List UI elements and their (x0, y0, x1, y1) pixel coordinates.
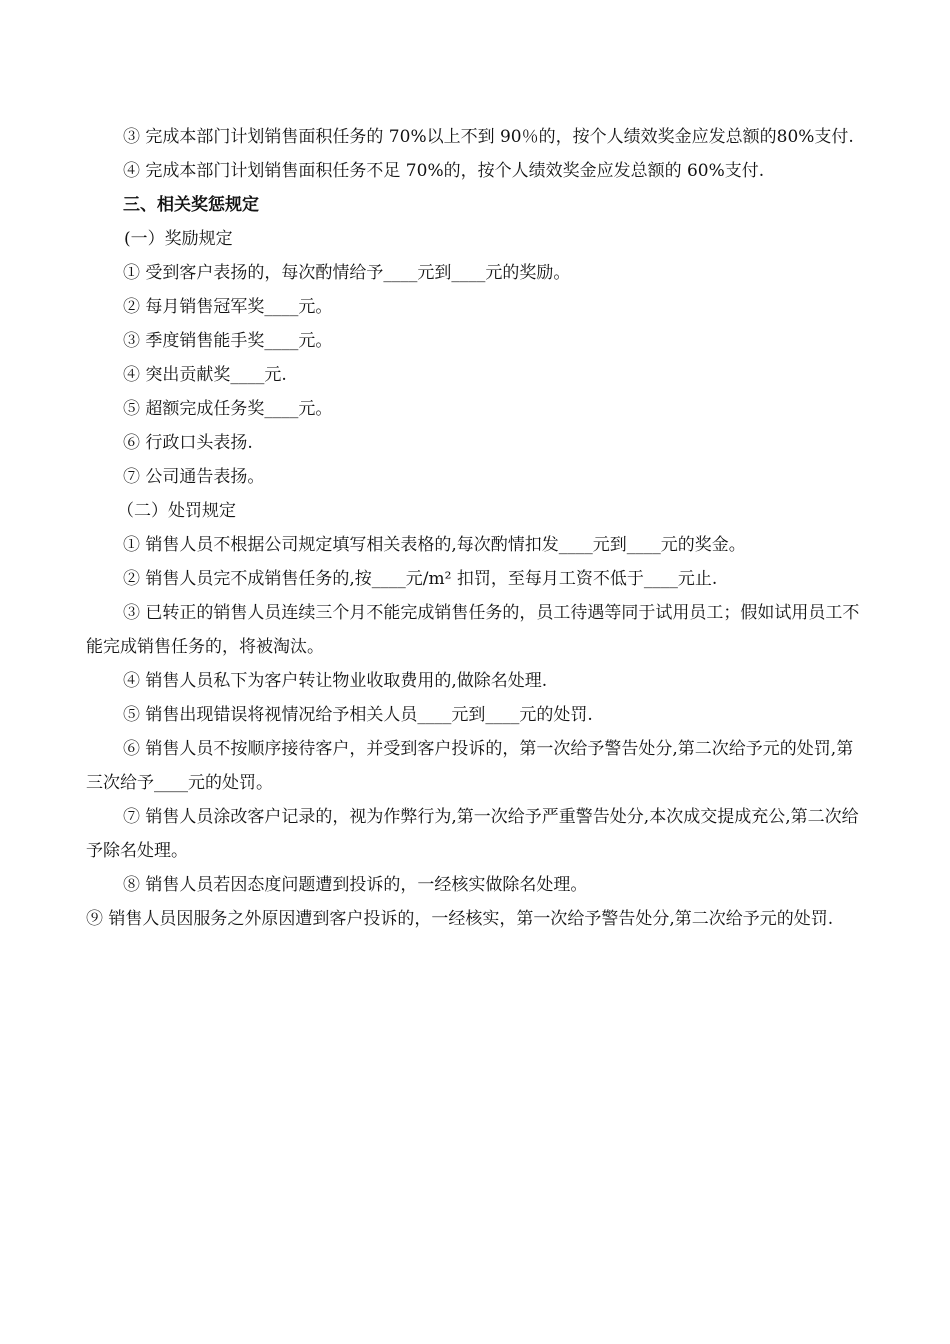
subheading-rewards: (一）奖励规定 (124, 229, 233, 249)
penalty-item-1: ① 销售人员不根据公司规定填写相关表格的,每次酌情扣发____元到____元的奖金。 (123, 535, 746, 555)
penalty-item-5: ⑤ 销售出现错误将视情况给予相关人员____元到____元的处罚. (123, 705, 593, 725)
paragraph-bonus-70-90: ③ 完成本部门计划销售面积任务的 70%以上不到 90％的，按个人绩效奖金应发总额的80%支付. (123, 127, 854, 147)
penalty-item-4: ④ 销售人员私下为客户转让物业收取费用的,做除名处理. (123, 671, 548, 691)
document-body (86, 120, 866, 936)
reward-item-7: ⑦ 公司通告表扬。 (123, 467, 265, 487)
section-heading: 三、相关奖惩规定 (123, 195, 259, 215)
reward-item-5: ⑤ 超额完成任务奖____元。 (123, 399, 333, 419)
penalty-item-3: ③ 已转正的销售人员连续三个月不能完成销售任务的，员工待遇等同于试用员工；假如试用员工不能完成销售任务的，将被淘汰。 (86, 603, 860, 657)
subheading-penalties: （二）处罚规定 (117, 501, 236, 521)
penalty-item-6: ⑥ 销售人员不按顺序接待客户，并受到客户投诉的，第一次给予警告处分,第二次给予元的处罚,第三次给予____元的处罚。 (86, 739, 854, 793)
penalty-item-8: ⑧ 销售人员若因态度问题遭到投诉的，一经核实做除名处理。 (123, 875, 588, 895)
paragraph-bonus-below-70: ④ 完成本部门计划销售面积任务不足 70%的，按个人绩效奖金应发总额的 60%支付. (123, 161, 765, 181)
reward-item-4: ④ 突出贡献奖____元. (123, 365, 287, 385)
reward-item-2: ② 每月销售冠军奖____元。 (123, 297, 333, 317)
reward-item-3: ③ 季度销售能手奖____元。 (123, 331, 333, 351)
penalty-item-7: ⑦ 销售人员涂改客户记录的，视为作弊行为,第一次给予严重警告处分,本次成交提成充公,第二次给予除名处理。 (86, 807, 859, 861)
penalty-item-2: ② 销售人员完不成销售任务的,按____元/m² 扣罚，至每月工资不低于____元止. (123, 569, 718, 589)
reward-item-6: ⑥ 行政口头表扬. (123, 433, 253, 453)
penalty-item-9: ⑨ 销售人员因服务之外原因遭到客户投诉的，一经核实，第一次给予警告处分,第二次给予元的处罚. (86, 909, 834, 929)
reward-item-1: ① 受到客户表扬的，每次酌情给予____元到____元的奖励。 (123, 263, 571, 283)
